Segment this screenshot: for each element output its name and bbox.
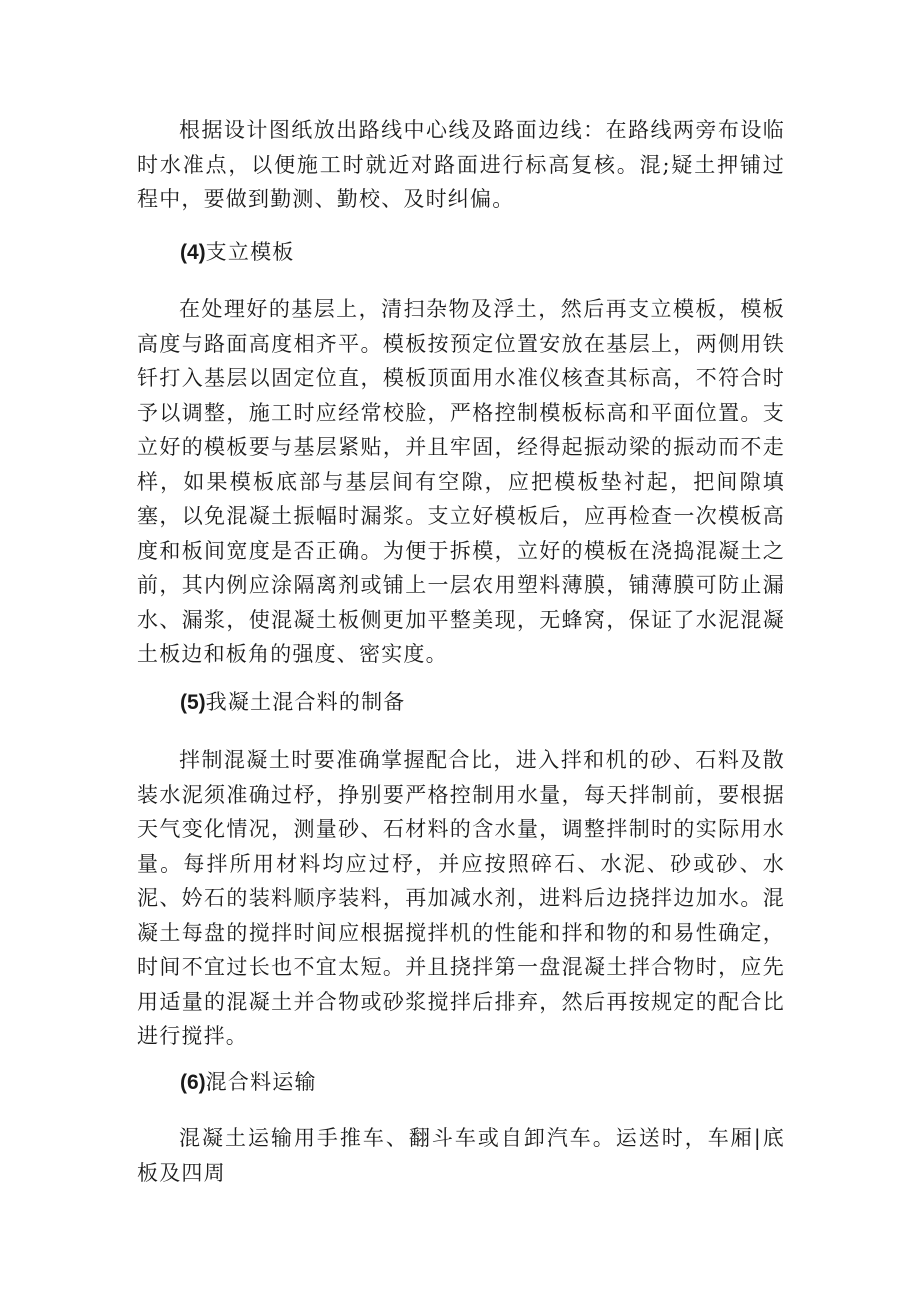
paragraph-formwork: 在处理好的基层上，清扫杂物及浮土，然后再支立模板，模板高度与路面高度相齐平。模板按预定位置安放在基层上，两侧用铁钎打入基层以固定位直，模板顶面用水准仪核查其标高，不符合时予以调整，施工时应经常校脸，严格控制模板标高和平面位置。支立好的模板要与基层紧贴，并且牢固，经得起振动梁的振动而不走样，如果模板底部与基层间有空隙，应把模板垫衬起，把间隙填塞，以免混凝土振幅时漏浆。支立好模板后，应再检查一次模板高度和板间宽度是否正确。为便于拆模，立好的模板在浇捣混凝土之前，其内例应涂隔离剂或铺上一层农用塑料薄膜，铺薄膜可防止漏水、漏浆，使混凝土板侧更加平整美现，无蜂窝，保证了水泥混凝土板边和板角的强度、密实度。: [137, 297, 785, 666]
paragraph-layout-stakeout: 根据设计图纸放出路线中心线及路面边线：在路线两旁布设临时水准点，以便施工时就近对路面进行标高复核。混;疑土押铺过程中，要做到勤测、勤校、及时纠偏。: [137, 118, 785, 211]
section-title: 混合料运输: [205, 1070, 317, 1094]
paragraph-mix-preparation: 拌制混凝土时要准确掌握配合比，进入拌和机的砂、石料及散装水泥须准确过杼，挣别要严格控制用水量，每天拌制前，要根据天气变化情况，测量砂、石材料的含水量，调整拌制时的实际用水量。每拌所用材料均应过杼，并应按照碎石、水泥、砂或砂、水泥、妗石的装料顺序装料，再加减水剂，进料后边挠拌边加水。混凝土每盘的搅拌时间应根据搅拌机的性能和拌和物的和易性确定，时间不宜过长也不宜太短。并且挠拌第一盘混凝土拌合物时，应先用适量的混凝土并合物或砂浆搅拌后排弃，然后再按规定的配合比进行搅拌。: [137, 748, 785, 1048]
section-title: 支立模板: [205, 240, 295, 264]
section-number: (5): [180, 691, 206, 714]
section-heading-4: [180, 235, 294, 270]
section-number: (6): [180, 1071, 206, 1094]
section-number: (4): [180, 241, 206, 264]
section-heading-5: [180, 685, 405, 720]
paragraph-transport: 混凝土运输用手推车、翻斗车或自卸汽车。运送时，车厢|底板及四周: [137, 1126, 785, 1185]
section-heading-6: [180, 1065, 317, 1100]
section-title: 我凝土混合料的制备: [205, 690, 406, 714]
